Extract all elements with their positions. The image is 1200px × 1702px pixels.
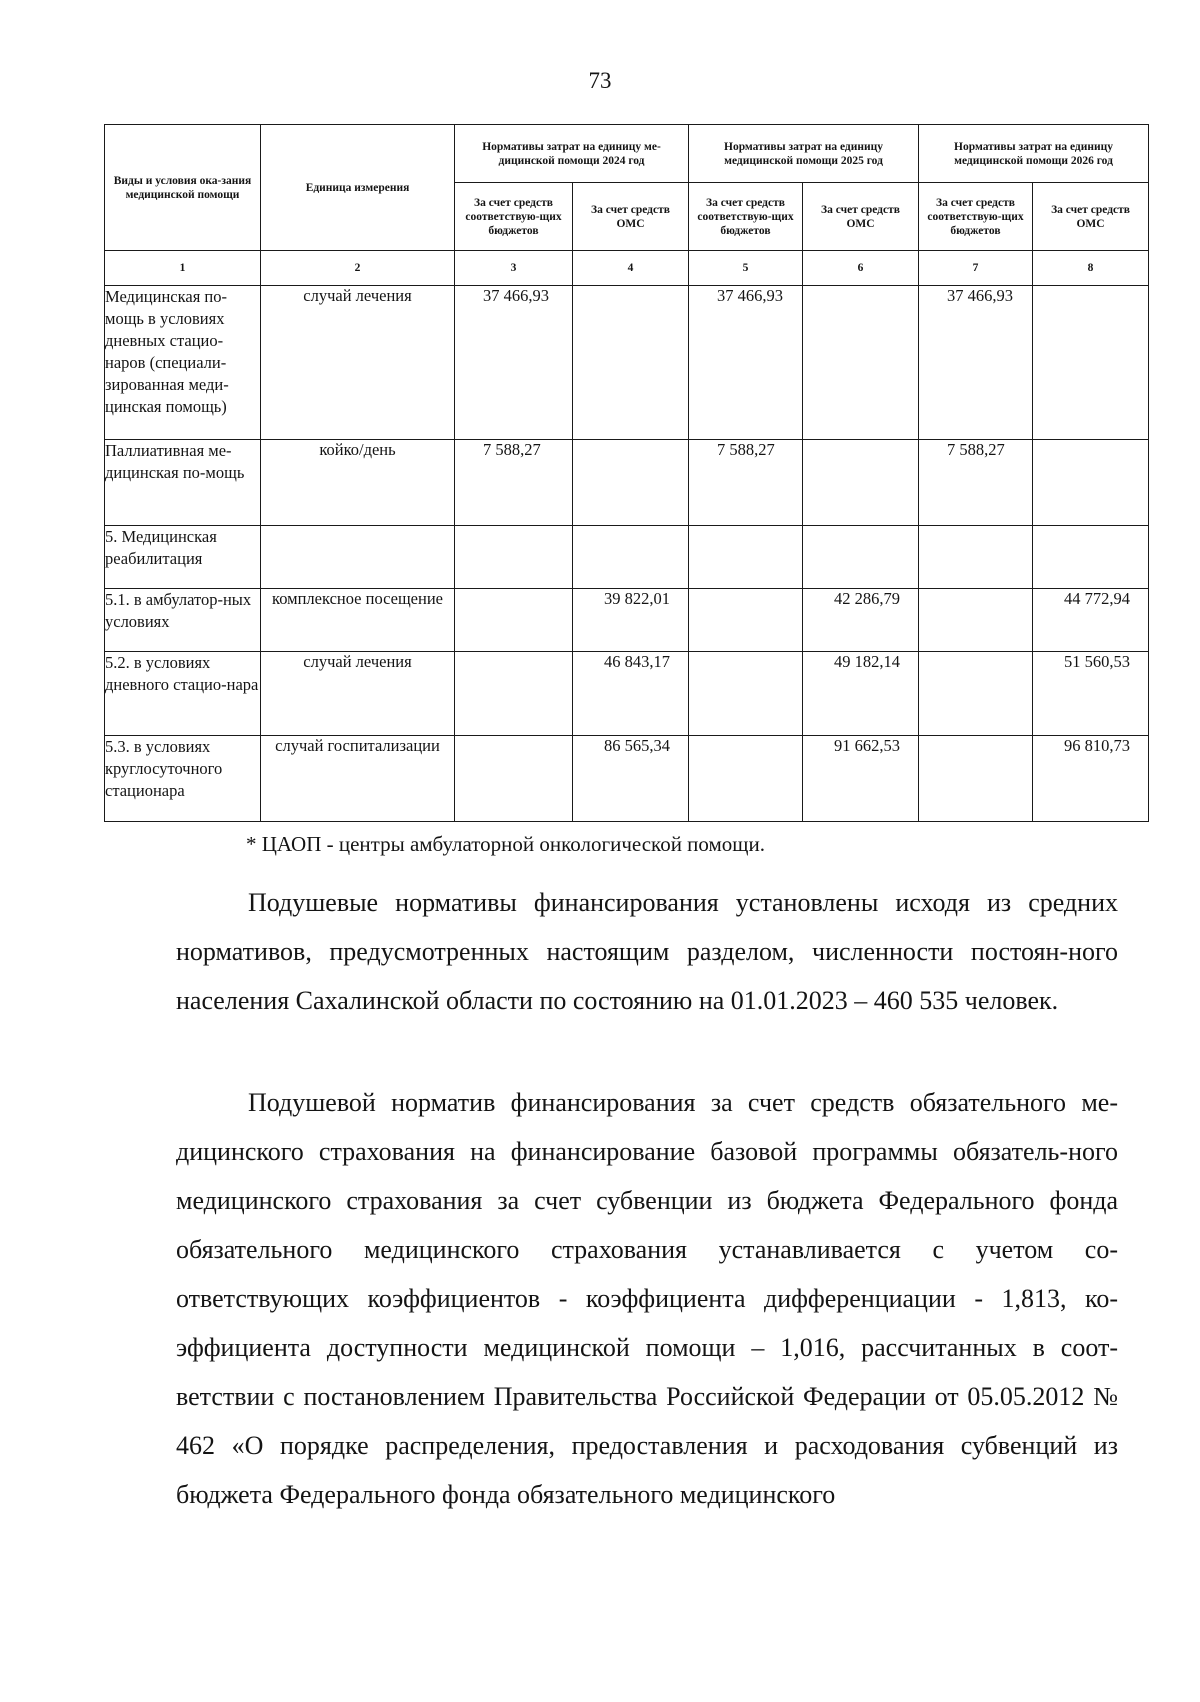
header-group-2026: Нормативы затрат на единицу медицинской помощи 2026 год <box>919 125 1149 183</box>
value-budget-2026: 37 466,93 <box>919 286 1033 440</box>
column-number: 5 <box>689 251 803 286</box>
value-oms-2024: 46 843,17 <box>573 652 689 736</box>
header-budget-2025: За счет средств соответствую-щих бюджетов <box>689 183 803 251</box>
value-oms-2026: 51 560,53 <box>1033 652 1149 736</box>
row-unit: случай лечения <box>261 286 455 440</box>
value-oms-2025 <box>803 440 919 526</box>
cost-norms-table <box>104 124 1149 822</box>
value-oms-2026 <box>1033 440 1149 526</box>
value-budget-2026 <box>919 652 1033 736</box>
value-oms-2024 <box>573 286 689 440</box>
table-row <box>105 526 1149 589</box>
column-number: 4 <box>573 251 689 286</box>
column-number: 8 <box>1033 251 1149 286</box>
value-oms-2024: 86 565,34 <box>573 736 689 822</box>
value-budget-2025 <box>689 526 803 589</box>
value-budget-2024 <box>455 736 573 822</box>
row-label: Медицинская по-мощь в условиях дневных стацио-наров (специали-зированная меди-цинская помощь) <box>105 286 261 440</box>
paragraph-oms-norm <box>176 1078 1118 1519</box>
row-label: 5.2. в условиях дневного стацио-нара <box>105 652 261 736</box>
header-unit: Единица измерения <box>261 125 455 251</box>
column-number: 1 <box>105 251 261 286</box>
paragraph-text: Подушевой норматив финансирования за счет средств обязательного ме-дицинского страхования на финансирование базовой программы обязатель-ного медицинского страхования за счет субвенции из бюджета Федерального фонда обязательного медицинского страхования устанавливается с учетом со-ответствующих коэффициентов - коэффициента дифференциации - 1,813, ко-эффициента доступности медицинской помощи – 1,016, рассчитанных в соот-ветствии с постановлением Правительства Российской Федерации от 05.05.2012 № 462 «О порядке распределения, предоставления и расходования субвенций из бюджета Федерального фонда обязательного медицинского <box>176 1088 1118 1509</box>
paragraph-per-capita <box>176 878 1118 1025</box>
row-label: Паллиативная ме-дицинская по-мощь <box>105 440 261 526</box>
header-budget-2024: За счет средств соответствую-щих бюджетов <box>455 183 573 251</box>
header-group-2025: Нормативы затрат на единицу медицинской помощи 2025 год <box>689 125 919 183</box>
column-number: 7 <box>919 251 1033 286</box>
header-kind: Виды и условия ока-зания медицинской помощи <box>105 125 261 251</box>
table-row <box>105 652 1149 736</box>
header-oms-2024: За счет средств ОМС <box>573 183 689 251</box>
row-unit: койко/день <box>261 440 455 526</box>
header-oms-2025: За счет средств ОМС <box>803 183 919 251</box>
value-oms-2026 <box>1033 286 1149 440</box>
column-number: 3 <box>455 251 573 286</box>
page-number: 73 <box>588 68 612 93</box>
value-budget-2024 <box>455 652 573 736</box>
row-label: 5.1. в амбулатор-ных условиях <box>105 589 261 652</box>
value-budget-2025: 37 466,93 <box>689 286 803 440</box>
value-oms-2024 <box>573 440 689 526</box>
value-budget-2026 <box>919 736 1033 822</box>
value-budget-2025: 7 588,27 <box>689 440 803 526</box>
row-label: 5.3. в условиях круглосуточного стационара <box>105 736 261 822</box>
value-budget-2024 <box>455 526 573 589</box>
value-budget-2026 <box>919 526 1033 589</box>
value-budget-2026 <box>919 589 1033 652</box>
header-budget-2026: За счет средств соответствую-щих бюджетов <box>919 183 1033 251</box>
value-budget-2025 <box>689 589 803 652</box>
table-row <box>105 440 1149 526</box>
value-oms-2025 <box>803 526 919 589</box>
value-oms-2025: 42 286,79 <box>803 589 919 652</box>
column-number: 2 <box>261 251 455 286</box>
value-oms-2026 <box>1033 526 1149 589</box>
table-row <box>105 589 1149 652</box>
row-unit: случай госпитализации <box>261 736 455 822</box>
footnote: * ЦАОП - центры амбулаторной онкологической помощи. <box>246 832 765 856</box>
row-unit <box>261 526 455 589</box>
value-oms-2024 <box>573 526 689 589</box>
table-row <box>105 286 1149 440</box>
value-budget-2025 <box>689 736 803 822</box>
value-oms-2026: 96 810,73 <box>1033 736 1149 822</box>
value-budget-2024: 37 466,93 <box>455 286 573 440</box>
paragraph-text: Подушевые нормативы финансирования установлены исходя из средних нормативов, предусмотренных настоящим разделом, численности постоян-ного населения Сахалинской области по состоянию на 01.01.2023 – 460 535 человек. <box>176 888 1118 1015</box>
value-oms-2026: 44 772,94 <box>1033 589 1149 652</box>
column-number: 6 <box>803 251 919 286</box>
value-budget-2024 <box>455 589 573 652</box>
row-unit: комплексное посещение <box>261 589 455 652</box>
value-oms-2025 <box>803 286 919 440</box>
header-group-2024: Нормативы затрат на единицу ме-дицинской помощи 2024 год <box>455 125 689 183</box>
value-oms-2024: 39 822,01 <box>573 589 689 652</box>
table-row <box>105 736 1149 822</box>
value-oms-2025: 49 182,14 <box>803 652 919 736</box>
value-oms-2025: 91 662,53 <box>803 736 919 822</box>
row-unit: случай лечения <box>261 652 455 736</box>
header-oms-2026: За счет средств ОМС <box>1033 183 1149 251</box>
row-label: 5. Медицинская реабилитация <box>105 526 261 589</box>
value-budget-2024: 7 588,27 <box>455 440 573 526</box>
value-budget-2026: 7 588,27 <box>919 440 1033 526</box>
value-budget-2025 <box>689 652 803 736</box>
